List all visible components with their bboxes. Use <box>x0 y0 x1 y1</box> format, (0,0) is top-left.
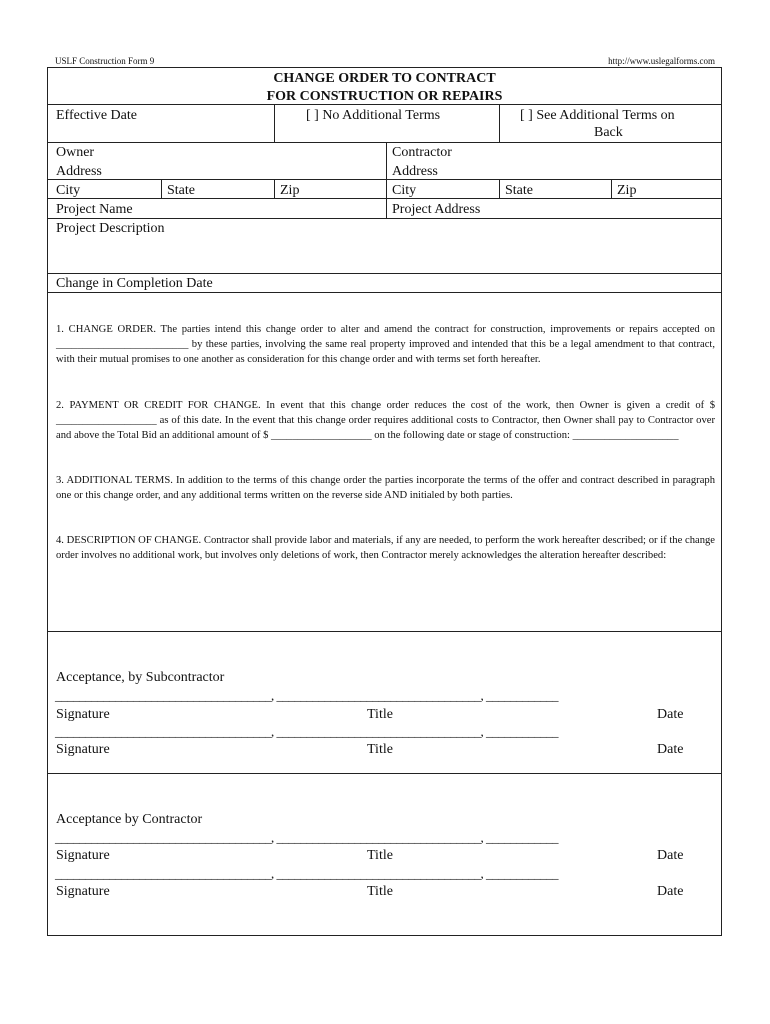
see-additional-terms-back: Back <box>594 125 623 140</box>
form-title-line1: CHANGE ORDER TO CONTRACT <box>273 71 496 86</box>
acceptance-subcontractor-heading: Acceptance, by Subcontractor <box>56 670 225 685</box>
owner-field[interactable]: Owner <box>56 145 95 160</box>
title-label: Title <box>367 707 393 722</box>
signature-label: Signature <box>56 884 110 899</box>
effective-date-field[interactable]: Effective Date <box>56 108 137 123</box>
change-order-form <box>47 67 722 936</box>
date-label: Date <box>657 742 684 757</box>
title-label: Title <box>367 742 393 757</box>
date-label: Date <box>657 848 684 863</box>
form-id: USLF Construction Form 9 <box>55 56 155 66</box>
project-address-field[interactable]: Project Address <box>392 202 481 217</box>
form-title-line2: FOR CONSTRUCTION OR REPAIRS <box>266 89 503 104</box>
signature-label: Signature <box>56 742 110 757</box>
contractor-field[interactable]: Contractor <box>392 145 452 160</box>
change-completion-date-field[interactable]: Change in Completion Date <box>56 276 213 291</box>
source-url[interactable]: http://www.uslegalforms.com <box>608 56 715 66</box>
contractor-zip-field[interactable]: Zip <box>617 183 637 198</box>
contractor-city-field[interactable]: City <box>392 183 417 198</box>
see-additional-terms-checkbox[interactable]: [ ] See Additional Terms on <box>520 108 675 123</box>
contractor-signature-line-2[interactable]: ____________________________________, __________________________________, ____________ <box>55 866 558 881</box>
paragraph-description-of-change: 4. DESCRIPTION OF CHANGE. Contractor shall provide labor and materials, if any are needed, to perform the work hereafter described; or if the change order involves no additional work, but involves only deletions of work, then Contractor merely acknowledges the alteration hereafter described: <box>56 535 715 562</box>
project-name-field[interactable]: Project Name <box>56 202 133 217</box>
no-additional-terms-checkbox[interactable]: [ ] No Additional Terms <box>306 108 441 123</box>
signature-label: Signature <box>56 707 110 722</box>
title-label: Title <box>367 848 393 863</box>
acceptance-contractor-heading: Acceptance by Contractor <box>56 812 203 827</box>
title-label: Title <box>367 884 393 899</box>
date-label: Date <box>657 884 684 899</box>
contractor-signature-line-1[interactable]: ____________________________________, __________________________________, ____________ <box>55 830 558 845</box>
contractor-address-field[interactable]: Address <box>392 164 438 179</box>
subcontractor-signature-line-1[interactable]: ____________________________________, __________________________________, ____________ <box>55 688 558 703</box>
project-description-field[interactable]: Project Description <box>56 221 165 236</box>
date-label: Date <box>657 707 684 722</box>
signature-label: Signature <box>56 848 110 863</box>
paragraph-payment-credit: 2. PAYMENT OR CREDIT FOR CHANGE. In event that this change order reduces the cost of the work, then Owner is given a credit of $ ___________________ as of this date. In the event that this change order requires additional costs to Contractor, then Owner shall pay to Contractor over and above the Total Bid an additional amount of $ ___________________ on the following date or stage of construction: ____________________ <box>56 400 715 442</box>
paragraph-additional-terms: 3. ADDITIONAL TERMS. In addition to the terms of this change order the parties incorporate the terms of the offer and contract described in paragraph one or this change order, and any additional terms written on the reverse side AND initialed by both parties. <box>56 475 715 502</box>
owner-state-field[interactable]: State <box>167 183 195 198</box>
owner-zip-field[interactable]: Zip <box>280 183 300 198</box>
contractor-state-field[interactable]: State <box>505 183 533 198</box>
subcontractor-signature-line-2[interactable]: ____________________________________, __________________________________, ____________ <box>55 724 558 739</box>
owner-address-field[interactable]: Address <box>56 164 102 179</box>
paragraph-change-order: 1. CHANGE ORDER. The parties intend this change order to alter and amend the contract for construction, improvements or repairs accepted on _________________________ by these parties, involving the same real property improved and intended that this be a legal amendment to that contract, with their mutual promises to one another as consideration for this change order and with terms set forth hereafter. <box>56 324 715 366</box>
owner-city-field[interactable]: City <box>56 183 81 198</box>
